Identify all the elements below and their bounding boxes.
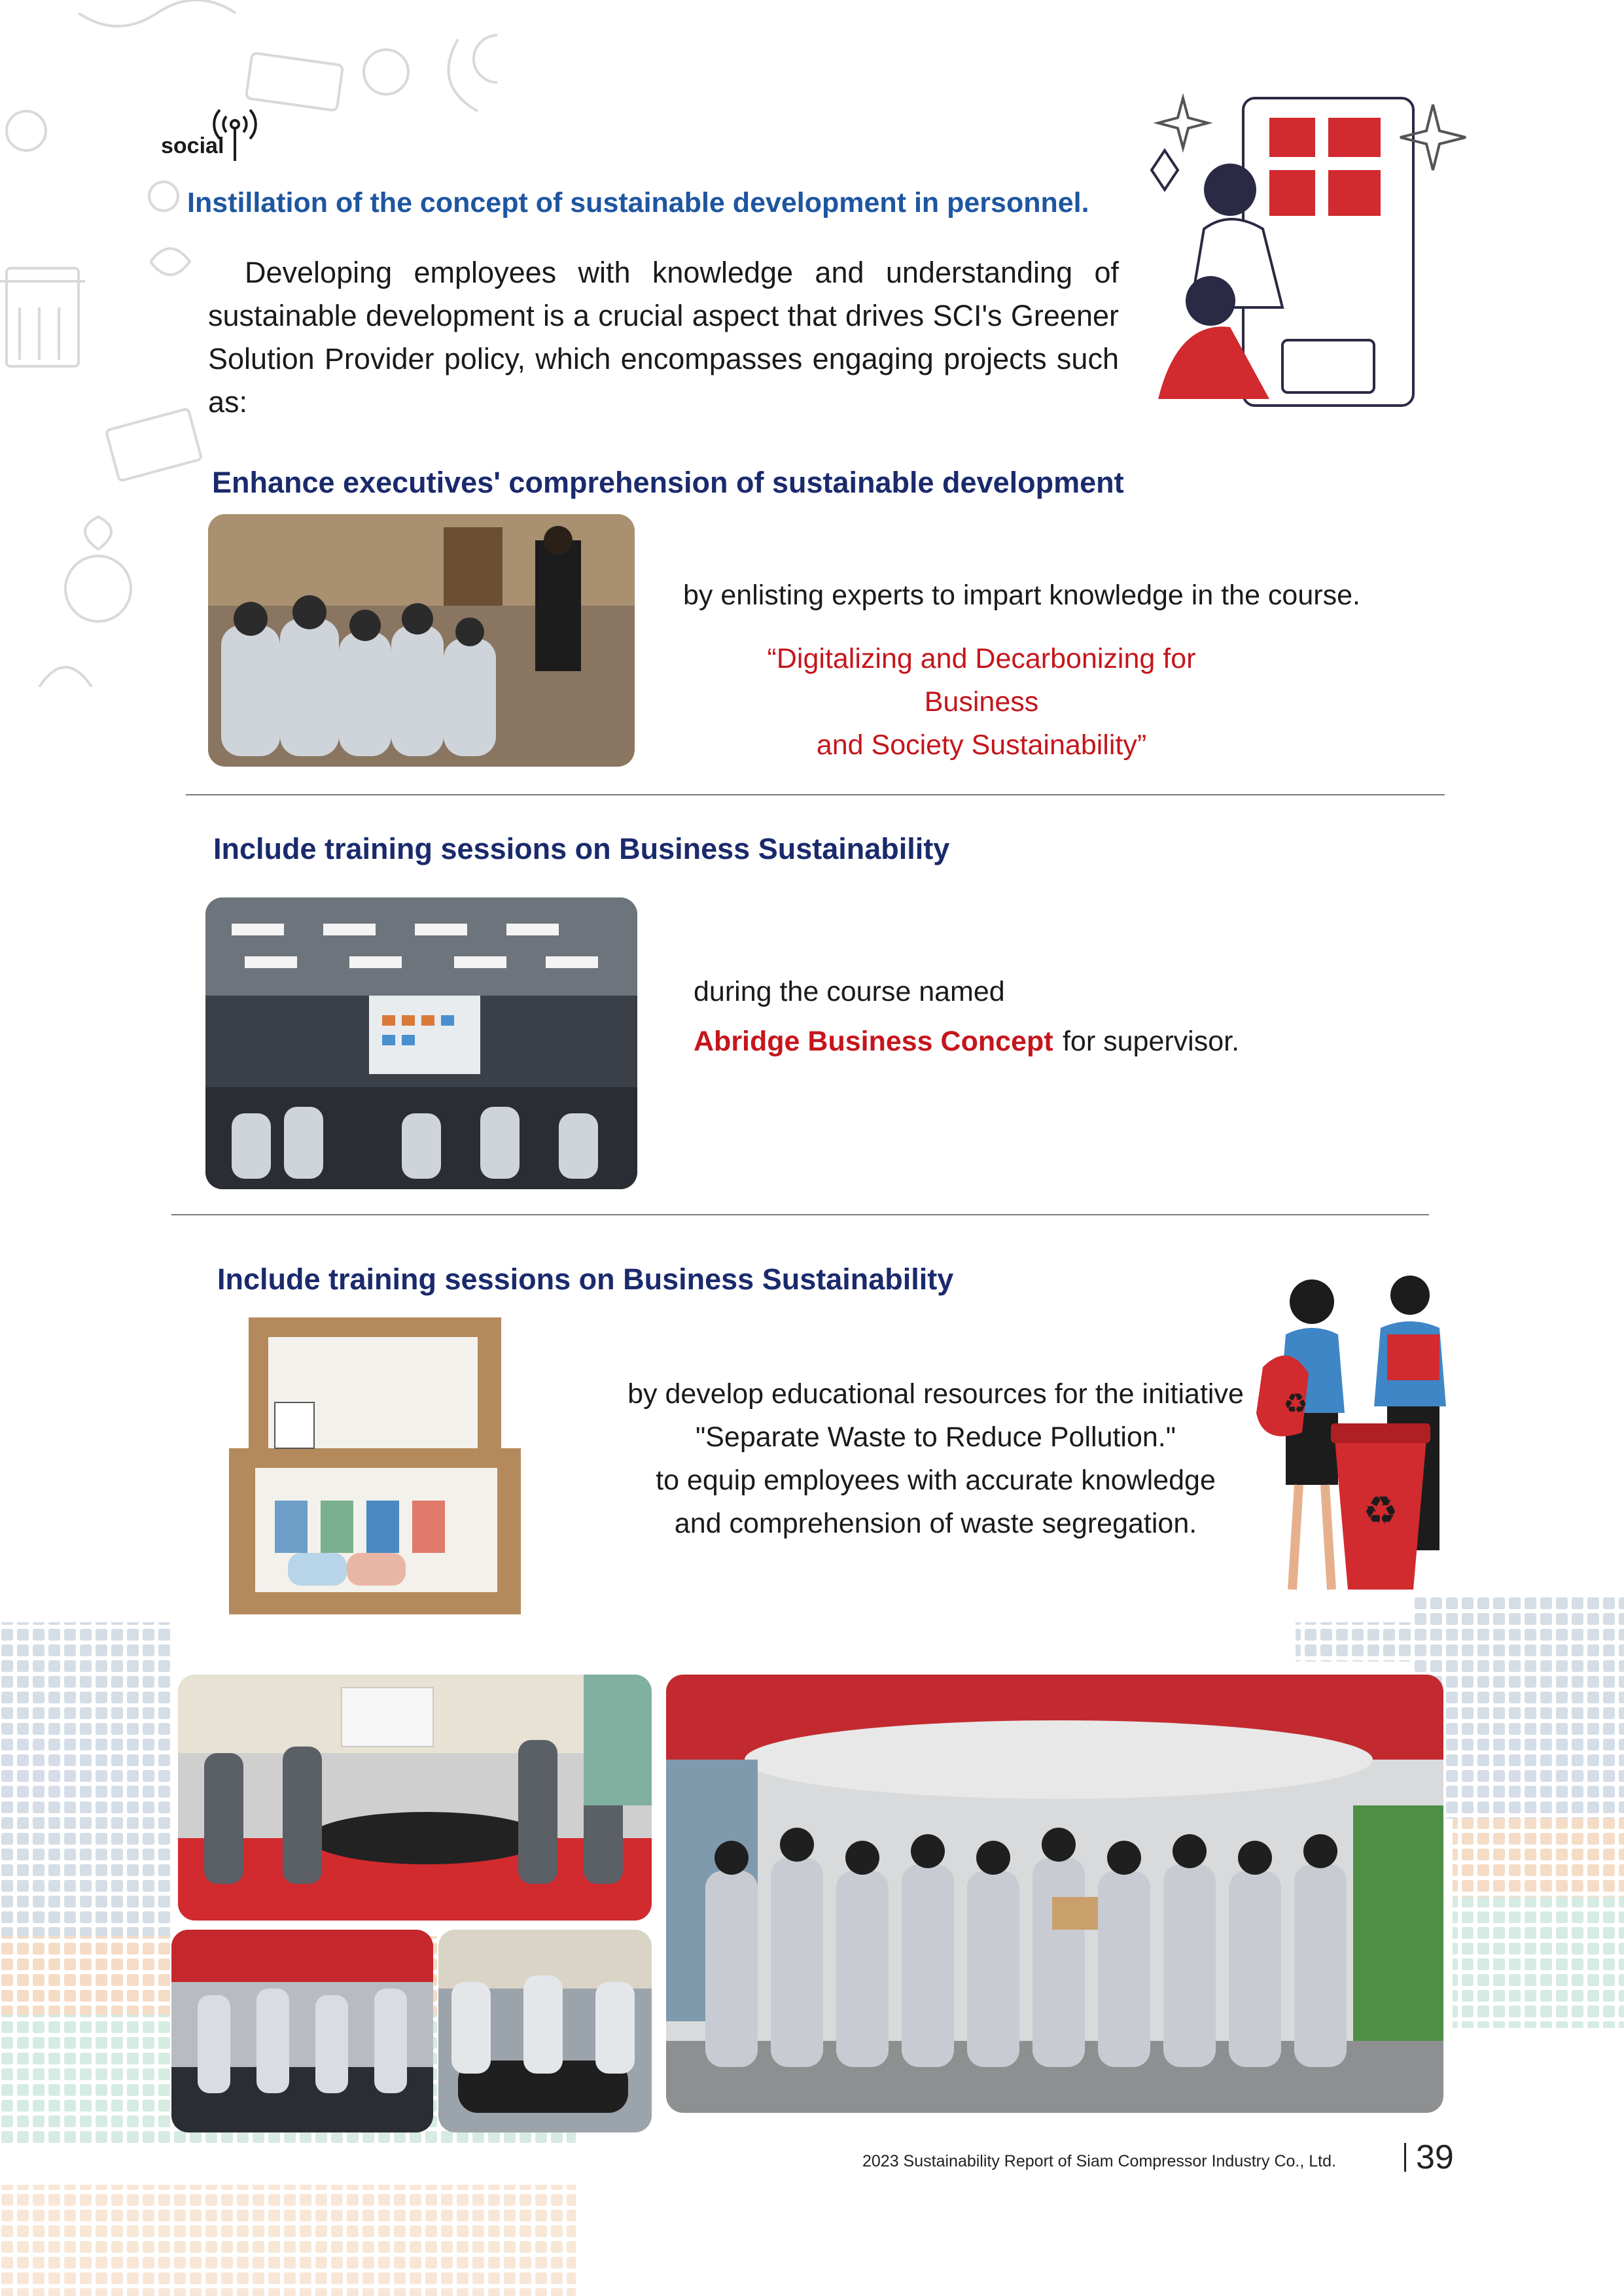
section1-course-line1: “Digitalizing and Decarbonizing for Business bbox=[767, 643, 1196, 718]
svg-text:♻: ♻ bbox=[1363, 1488, 1398, 1534]
section3-heading: Include training sessions on Business Sustainability bbox=[217, 1262, 954, 1296]
section1-text: by enlisting experts to impart knowledge in the course. bbox=[683, 580, 1360, 611]
collage-photo-activity-1 bbox=[178, 1675, 652, 1921]
section3-line4: and comprehension of waste segregation. bbox=[674, 1508, 1197, 1539]
section3-text-block bbox=[550, 1372, 1322, 1545]
intro-text: Developing employees with knowledge and understanding of sustainable development is a crucial aspect that drives SCI's Greener Solution Provider policy, which encompasses engaging projects such as: bbox=[208, 256, 1119, 419]
section1-heading: Enhance executives' comprehension of sustainable development bbox=[212, 466, 1124, 499]
divider-1 bbox=[186, 794, 1445, 795]
teamwork-puzzle-illustration bbox=[1132, 78, 1492, 419]
collage-photo-group bbox=[666, 1675, 1443, 2113]
svg-text:♻: ♻ bbox=[1283, 1387, 1308, 1419]
section2-text1: during the course named bbox=[694, 976, 1005, 1007]
section1-course-line2: and Society Sustainability” bbox=[816, 729, 1147, 761]
section2-course-line bbox=[694, 1026, 1239, 1058]
footer-separator bbox=[1404, 2143, 1406, 2172]
intro-paragraph bbox=[208, 251, 1119, 424]
section3-line2: "Separate Waste to Reduce Pollution." bbox=[695, 1421, 1176, 1453]
section3-photo-waste-kit bbox=[229, 1317, 521, 1614]
section2-course-name: Abridge Business Concept bbox=[694, 1026, 1053, 1057]
section3-line3: to equip employees with accurate knowledge bbox=[656, 1465, 1216, 1496]
section2-text2: for supervisor. bbox=[1062, 1026, 1240, 1057]
broadcast-icon bbox=[212, 105, 258, 164]
page-title: Instillation of the concept of sustainable development in personnel. bbox=[187, 187, 1089, 218]
section2-photo-training-room bbox=[205, 897, 637, 1189]
collage-photo-activity-2 bbox=[171, 1930, 433, 2132]
page-number: 39 bbox=[1416, 2138, 1454, 2176]
section-label-text: social bbox=[161, 133, 224, 158]
footer-report-name: 2023 Sustainability Report of Siam Compressor Industry Co., Ltd. bbox=[862, 2152, 1336, 2170]
section3-line1: by develop educational resources for the initiative bbox=[627, 1378, 1244, 1410]
section1-photo-seminar bbox=[208, 514, 635, 767]
section1-course-name bbox=[713, 637, 1250, 767]
divider-2 bbox=[171, 1214, 1429, 1215]
recycling-people-illustration bbox=[1250, 1276, 1472, 1596]
collage-photo-activity-3 bbox=[438, 1930, 652, 2132]
section2-heading: Include training sessions on Business Sustainability bbox=[213, 832, 950, 865]
